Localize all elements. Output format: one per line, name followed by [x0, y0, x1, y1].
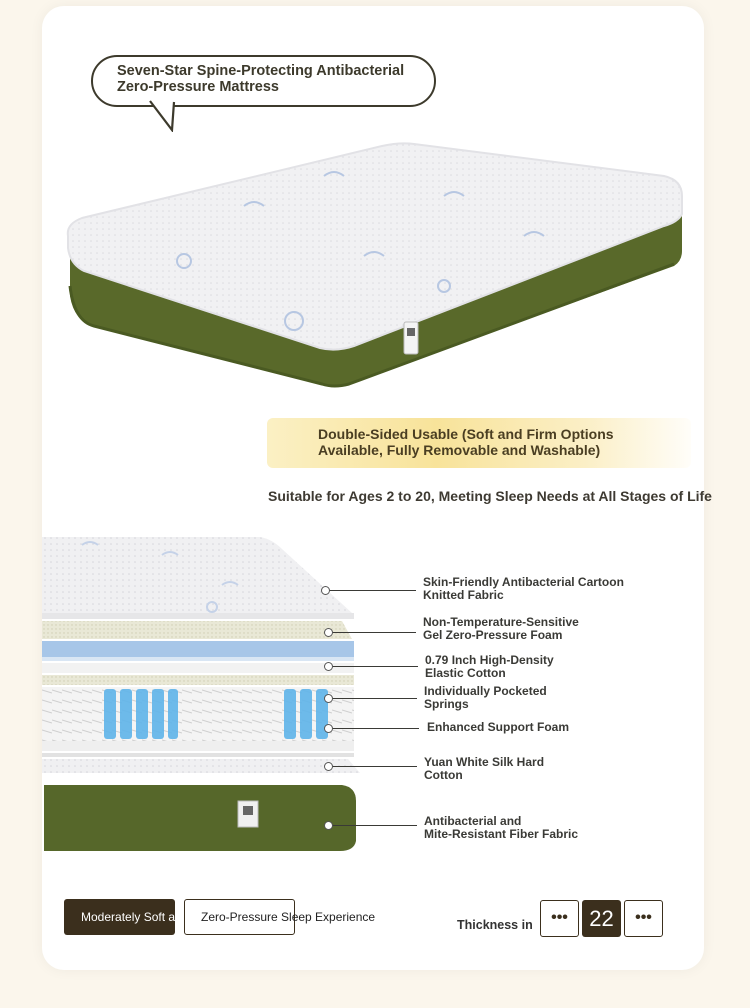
- layer-label-2-line-1: Non-Temperature-Sensitive: [423, 615, 579, 629]
- thickness-box-left: [540, 900, 579, 937]
- layer-dot-2: [324, 628, 333, 637]
- firmness-tag-text: Moderately Soft a: [81, 910, 175, 924]
- leader-line-1: [326, 590, 416, 591]
- title-line-1: Seven-Star Spine-Protecting Antibacterial: [117, 63, 405, 79]
- layer-label-6-line-1: Yuan White Silk Hard: [424, 755, 545, 769]
- layer-label-2: [423, 616, 579, 642]
- bubble-tail: [148, 100, 188, 132]
- layer-dot-6: [324, 762, 333, 771]
- layer-label-3-line-2: Elastic Cotton: [425, 666, 506, 680]
- layer-dot-4: [324, 694, 333, 703]
- feature-banner-text: [318, 426, 614, 458]
- title-bubble: [91, 55, 436, 107]
- experience-tag-text: Zero-Pressure Sleep Experience: [201, 910, 376, 924]
- layer-dot-1: [321, 586, 330, 595]
- layer-dot-3: [324, 662, 333, 671]
- leader-line-4: [329, 698, 417, 699]
- layer-dot-7: [324, 821, 333, 830]
- leader-line-3: [329, 666, 418, 667]
- layer-diagram: [42, 535, 372, 855]
- firmness-tag: [64, 899, 175, 935]
- layer-label-7: [424, 815, 578, 841]
- layer-label-4-line-1: Individually Pocketed: [424, 684, 547, 698]
- thickness-value: 22: [582, 900, 621, 937]
- layer-label-1: [423, 576, 624, 602]
- thickness-label: Thickness in: [457, 918, 533, 932]
- leader-line-2: [329, 632, 416, 633]
- layer-label-4: [424, 685, 547, 711]
- feature-line-1: Double-Sided Usable (Soft and Firm Options: [318, 426, 614, 442]
- layer-label-3-line-1: 0.79 Inch High-Density: [425, 653, 554, 667]
- dots-right-icon: •••: [635, 909, 652, 926]
- layer-label-6: [424, 756, 544, 782]
- layer-label-1-line-1: Skin-Friendly Antibacterial Cartoon: [423, 575, 624, 589]
- feature-line-2: Available, Fully Removable and Washable): [318, 442, 601, 458]
- leader-line-6: [329, 766, 417, 767]
- thickness-box-right: [624, 900, 663, 937]
- layer-label-4-line-2: Springs: [424, 697, 469, 711]
- dots-left-icon: •••: [551, 909, 568, 926]
- title-text: [117, 63, 404, 95]
- layer-label-5: [427, 721, 569, 734]
- mattress-image: [64, 136, 688, 392]
- layer-dot-5: [324, 724, 333, 733]
- title-line-2: Zero-Pressure Mattress: [117, 79, 279, 95]
- layer-label-6-line-2: Cotton: [424, 768, 463, 782]
- layer-label-7-line-2: Mite-Resistant Fiber Fabric: [424, 827, 579, 841]
- layer-label-2-line-2: Gel Zero-Pressure Foam: [423, 628, 563, 642]
- layer-label-1-line-2: Knitted Fabric: [423, 588, 504, 602]
- feature-banner: [267, 418, 691, 468]
- ages-text: Suitable for Ages 2 to 20, Meeting Sleep Needs at All Stages of Life: [268, 488, 712, 504]
- layer-label-3: [425, 654, 554, 680]
- layer-label-5-line-1: Enhanced Support Foam: [427, 720, 570, 734]
- leader-line-5: [329, 728, 419, 729]
- layer-label-7-line-1: Antibacterial and: [424, 814, 522, 828]
- leader-line-7: [329, 825, 417, 826]
